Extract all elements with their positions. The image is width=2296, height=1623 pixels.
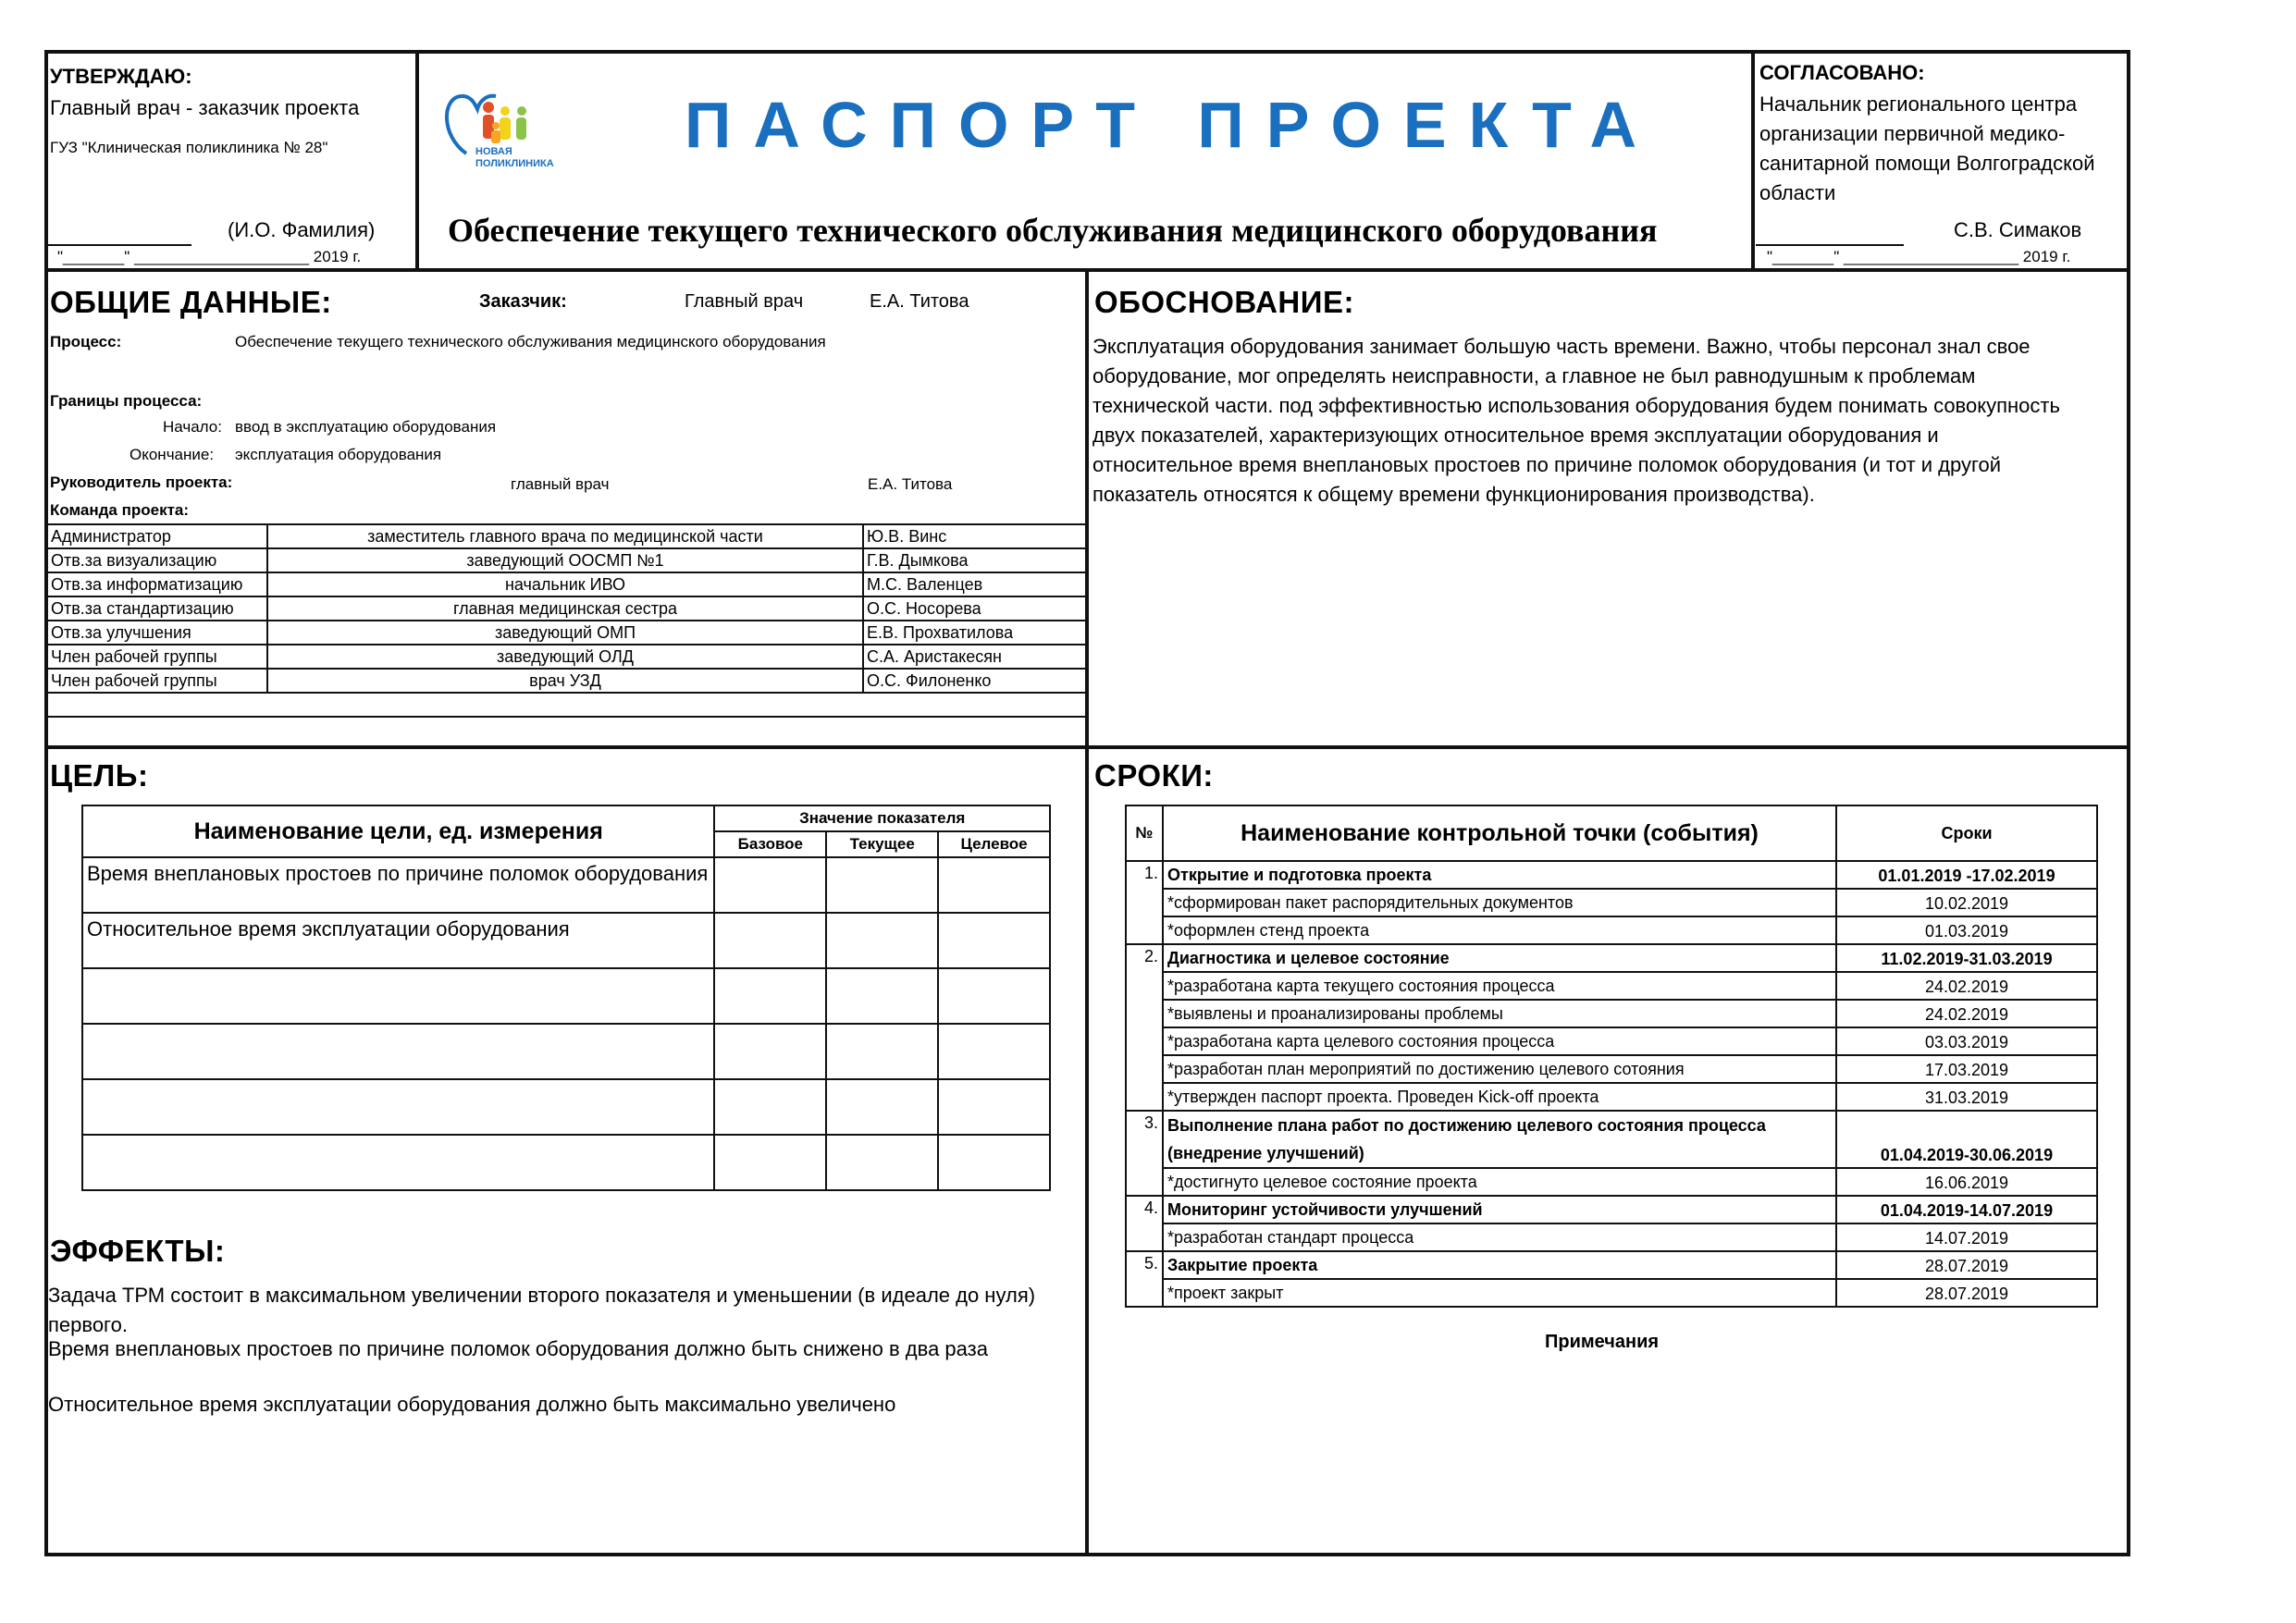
team-member-name: М.С. Валенцев: [863, 572, 1088, 596]
general-title: ОБЩИЕ ДАННЫЕ:: [50, 285, 332, 319]
end-label: Окончание:: [130, 446, 215, 463]
team-role: Отв.за визуализацию: [47, 548, 267, 572]
schedule-table: [1125, 805, 2098, 1308]
team-position: заведующий ОЛД: [267, 645, 863, 669]
goal-header-name: Наименование цели, ед. измерения: [82, 805, 714, 857]
goal-row: [82, 1024, 1050, 1079]
agree-signature-name: С.В. Симаков: [1954, 218, 2082, 241]
justification-line: показатель относятся к общему времени функционирования производства).: [1092, 483, 1815, 506]
milestone-num: 2.: [1126, 944, 1163, 1111]
schedule-row: [1126, 916, 2097, 944]
schedule-row: [1126, 944, 2097, 972]
milestone-name: *разработана карта целевого состояния процесса: [1163, 1027, 1836, 1055]
approve-signature-line: [48, 244, 191, 246]
justification-line: двух показателей, характеризующих относительное время эксплуатации оборудования и: [1092, 424, 1939, 447]
milestone-date: 16.06.2019: [1836, 1168, 2097, 1196]
milestone-name: Открытие и подготовка проекта: [1163, 861, 1836, 889]
goal-target-value[interactable]: [938, 968, 1050, 1024]
team-role: Отв.за информатизацию: [47, 572, 267, 596]
schedule-row: [1126, 1168, 2097, 1196]
schedule-row: [1126, 1223, 2097, 1251]
goal-name: [82, 1024, 714, 1079]
team-role: Отв.за улучшения: [47, 621, 267, 645]
team-member-name: С.А. Аристакесян: [863, 645, 1088, 669]
goal-current-value[interactable]: [826, 1024, 938, 1079]
team-position: заведующий ОМП: [267, 621, 863, 645]
schedule-header-num: №: [1126, 805, 1163, 861]
goal-header-current: Текущее: [826, 831, 938, 857]
milestone-num: 3.: [1126, 1111, 1163, 1196]
milestone-date: 01.04.2019-14.07.2019: [1836, 1196, 2097, 1223]
notes-label: Примечания: [1545, 1332, 1660, 1352]
team-row: [47, 548, 1088, 572]
milestone-date: 28.07.2019: [1836, 1279, 2097, 1307]
milestone-date: 03.03.2019: [1836, 1027, 2097, 1055]
schedule-title: СРОКИ:: [1094, 758, 1214, 793]
logo-text-line2: ПОЛИКЛИНИКА: [475, 158, 554, 169]
justification-line: технической части. под эффективностью использования оборудования будем понимать совокупность: [1092, 394, 2060, 417]
schedule-row: [1126, 861, 2097, 889]
agree-role-line-4: области: [1759, 181, 1836, 204]
schedule-row: [1126, 1196, 2097, 1223]
goal-header-group: Значение показателя: [714, 805, 1050, 831]
schedule-row: [1126, 1251, 2097, 1279]
customer-label: Заказчик:: [479, 291, 567, 312]
milestone-name: *разработан план мероприятий по достижению целевого сотояния: [1163, 1055, 1836, 1083]
new-polyclinic-logo-icon: [440, 89, 570, 172]
milestone-name: Выполнение плана работ по достижению целевого состояния процесса (внедрение улучшений): [1163, 1111, 1836, 1168]
agree-role-line-3: санитарной помощи Волгоградской: [1759, 152, 2095, 175]
team-role: Член рабочей группы: [47, 645, 267, 669]
goal-row: [82, 1079, 1050, 1135]
goal-base-value[interactable]: [714, 1079, 826, 1135]
goal-name: Относительное время эксплуатации оборудования: [82, 913, 714, 968]
schedule-row: [1126, 889, 2097, 916]
goal-current-value[interactable]: [826, 968, 938, 1024]
team-member-name: Е.В. Прохватилова: [863, 621, 1088, 645]
goal-name: Время внеплановых простоев по причине поломок оборудования: [82, 857, 714, 913]
goal-row: [82, 857, 1050, 913]
team-role: Член рабочей группы: [47, 669, 267, 693]
team-row: [47, 645, 1088, 669]
end-value: эксплуатация оборудования: [235, 446, 442, 463]
effects-line: Относительное время эксплуатации оборудования должно быть максимально увеличено: [48, 1393, 896, 1416]
schedule-row: [1126, 1279, 2097, 1307]
milestone-name: *достигнуто целевое состояние проекта: [1163, 1168, 1836, 1196]
milestone-name: *утвержден паспорт проекта. Проведен Kick-off проекта: [1163, 1083, 1836, 1111]
header-divider-left: [415, 50, 419, 272]
center-divider: [1085, 268, 1089, 1556]
effects-line: первого.: [48, 1313, 128, 1336]
schedule-row: [1126, 1083, 2097, 1111]
goal-name: [82, 1079, 714, 1135]
goal-name: [82, 1135, 714, 1190]
milestone-name: *сформирован пакет распорядительных документов: [1163, 889, 1836, 916]
team-member-name: О.С. Филоненко: [863, 669, 1088, 693]
agree-role-line-2: организации первичной медико-: [1759, 122, 2066, 145]
goal-base-value[interactable]: [714, 1135, 826, 1190]
team-row-empty: [47, 693, 1088, 717]
goal-header-target: Целевое: [938, 831, 1050, 857]
team-member-name: Г.В. Дымкова: [863, 548, 1088, 572]
goal-target-value[interactable]: [938, 1024, 1050, 1079]
manager-role: главный врач: [511, 475, 610, 493]
schedule-header-date: Сроки: [1836, 805, 2097, 861]
team-row: [47, 669, 1088, 693]
justification-line: относительное время внеплановых простоев по причине поломок оборудования (и тот и другой: [1092, 453, 2002, 476]
team-empty-cell: [47, 693, 1088, 717]
team-position: заведующий ООСМП №1: [267, 548, 863, 572]
milestone-name: *оформлен стенд проекта: [1163, 916, 1836, 944]
manager-label: Руководитель проекта:: [50, 473, 233, 491]
team-position: врач УЗД: [267, 669, 863, 693]
schedule-row: [1126, 1027, 2097, 1055]
goal-table: [81, 805, 1051, 1191]
start-value: ввод в эксплуатацию оборудования: [235, 418, 497, 436]
team-position: заместитель главного врача по медицинской части: [267, 524, 863, 548]
process-value: Обеспечение текущего технического обслуживания медицинского оборудования: [235, 333, 826, 350]
goal-target-value[interactable]: [938, 913, 1050, 968]
schedule-header-name: Наименование контрольной точки (события): [1163, 805, 1836, 861]
milestone-num: 5.: [1126, 1251, 1163, 1307]
team-member-name: О.С. Носорева: [863, 596, 1088, 621]
schedule-row: [1126, 1111, 2097, 1168]
milestone-date: 01.04.2019-30.06.2019: [1836, 1111, 2097, 1168]
goal-current-value[interactable]: [826, 913, 938, 968]
start-label: Начало:: [163, 418, 222, 436]
milestone-date: 14.07.2019: [1836, 1223, 2097, 1251]
milestone-name: Мониторинг устойчивости улучшений: [1163, 1196, 1836, 1223]
goal-current-value[interactable]: [826, 857, 938, 913]
milestone-name: *проект закрыт: [1163, 1279, 1836, 1307]
team-row: [47, 572, 1088, 596]
milestone-num: 1.: [1126, 861, 1163, 944]
milestone-name: *разработана карта текущего состояния процесса: [1163, 972, 1836, 1000]
goal-base-value[interactable]: [714, 1024, 826, 1079]
approve-signature-name: (И.О. Фамилия): [228, 218, 376, 241]
schedule-row: [1126, 1055, 2097, 1083]
team-position: начальник ИВО: [267, 572, 863, 596]
team-row: [47, 596, 1088, 621]
milestone-date: 10.02.2019: [1836, 889, 2097, 916]
passport-title: ПАСПОРТ ПРОЕКТА: [685, 89, 1659, 161]
approve-org: ГУЗ "Клиническая поликлиника № 28": [50, 139, 328, 156]
project-name: Обеспечение текущего технического обслуживания медицинского оборудования: [448, 212, 1658, 249]
goal-current-value[interactable]: [826, 1135, 938, 1190]
milestone-date: 01.03.2019: [1836, 916, 2097, 944]
team-role: Администратор: [47, 524, 267, 548]
milestone-name: Закрытие проекта: [1163, 1251, 1836, 1279]
goal-row: [82, 1135, 1050, 1190]
goal-base-value[interactable]: [714, 857, 826, 913]
milestone-name: *выявлены и проанализированы проблемы: [1163, 1000, 1836, 1027]
middle-divider: [44, 745, 2130, 749]
goal-target-value[interactable]: [938, 857, 1050, 913]
justification-line: Эксплуатация оборудования занимает большую часть времени. Важно, чтобы персонал знал свое: [1092, 335, 2031, 358]
customer-role: Главный врач: [685, 291, 804, 312]
milestone-date: 17.03.2019: [1836, 1055, 2097, 1083]
agree-role-line-1: Начальник регионального центра: [1759, 92, 2078, 116]
justification-line: оборудование, мог определять неисправности, а главное не был равнодушным к проблемам: [1092, 364, 1976, 387]
goal-base-value[interactable]: [714, 968, 826, 1024]
milestone-date: 11.02.2019-31.03.2019: [1836, 944, 2097, 972]
boundaries-label: Границы процесса:: [50, 392, 203, 410]
milestone-date: 24.02.2019: [1836, 972, 2097, 1000]
process-label: Процесс:: [50, 333, 122, 350]
goal-target-value[interactable]: [938, 1135, 1050, 1190]
team-member-name: Ю.В. Винс: [863, 524, 1088, 548]
goal-base-value[interactable]: [714, 913, 826, 968]
agree-title: СОГЛАСОВАНО:: [1759, 61, 1925, 84]
milestone-date: 28.07.2019: [1836, 1251, 2097, 1279]
schedule-row: [1126, 1000, 2097, 1027]
goal-row: [82, 913, 1050, 968]
logo-text-line1: НОВАЯ: [475, 146, 512, 157]
milestone-num: 4.: [1126, 1196, 1163, 1251]
approve-title: УТВЕРЖДАЮ:: [50, 65, 192, 88]
agree-signature-line: [1756, 244, 1904, 246]
manager-name: Е.А. Титова: [868, 475, 953, 493]
goal-header-base: Базовое: [714, 831, 826, 857]
goal-title: ЦЕЛЬ:: [50, 758, 149, 793]
team-row: [47, 621, 1088, 645]
team-label: Команда проекта:: [50, 501, 190, 519]
justification-title: ОБОСНОВАНИЕ:: [1094, 285, 1354, 319]
approve-date-line: "_______" ____________________ 2019 г.: [57, 248, 362, 265]
milestone-date: 01.01.2019 -17.02.2019: [1836, 861, 2097, 889]
team-role: Отв.за стандартизацию: [47, 596, 267, 621]
milestone-date: 31.03.2019: [1836, 1083, 2097, 1111]
goal-name: [82, 968, 714, 1024]
goal-current-value[interactable]: [826, 1079, 938, 1135]
goal-row: [82, 968, 1050, 1024]
goal-target-value[interactable]: [938, 1079, 1050, 1135]
effects-line: Задача ТРМ состоит в максимальном увеличении второго показателя и уменьшении (в идеале до нуля): [48, 1284, 1036, 1307]
team-position: главная медицинская сестра: [267, 596, 863, 621]
customer-name: Е.А. Титова: [870, 291, 969, 312]
milestone-name: *разработан стандарт процесса: [1163, 1223, 1836, 1251]
team-table: [46, 523, 1089, 718]
milestone-date: 24.02.2019: [1836, 1000, 2097, 1027]
milestone-name: Диагностика и целевое состояние: [1163, 944, 1836, 972]
approve-role: Главный врач - заказчик проекта: [50, 96, 360, 119]
effects-title: ЭФФЕКТЫ:: [50, 1234, 226, 1268]
agree-date-line: "_______" ____________________ 2019 г.: [1767, 248, 2071, 265]
effects-line: Время внеплановых простоев по причине поломок оборудования должно быть снижено в два раза: [48, 1337, 988, 1360]
team-row: [47, 524, 1088, 548]
schedule-row: [1126, 972, 2097, 1000]
header-divider-right: [1751, 50, 1755, 272]
